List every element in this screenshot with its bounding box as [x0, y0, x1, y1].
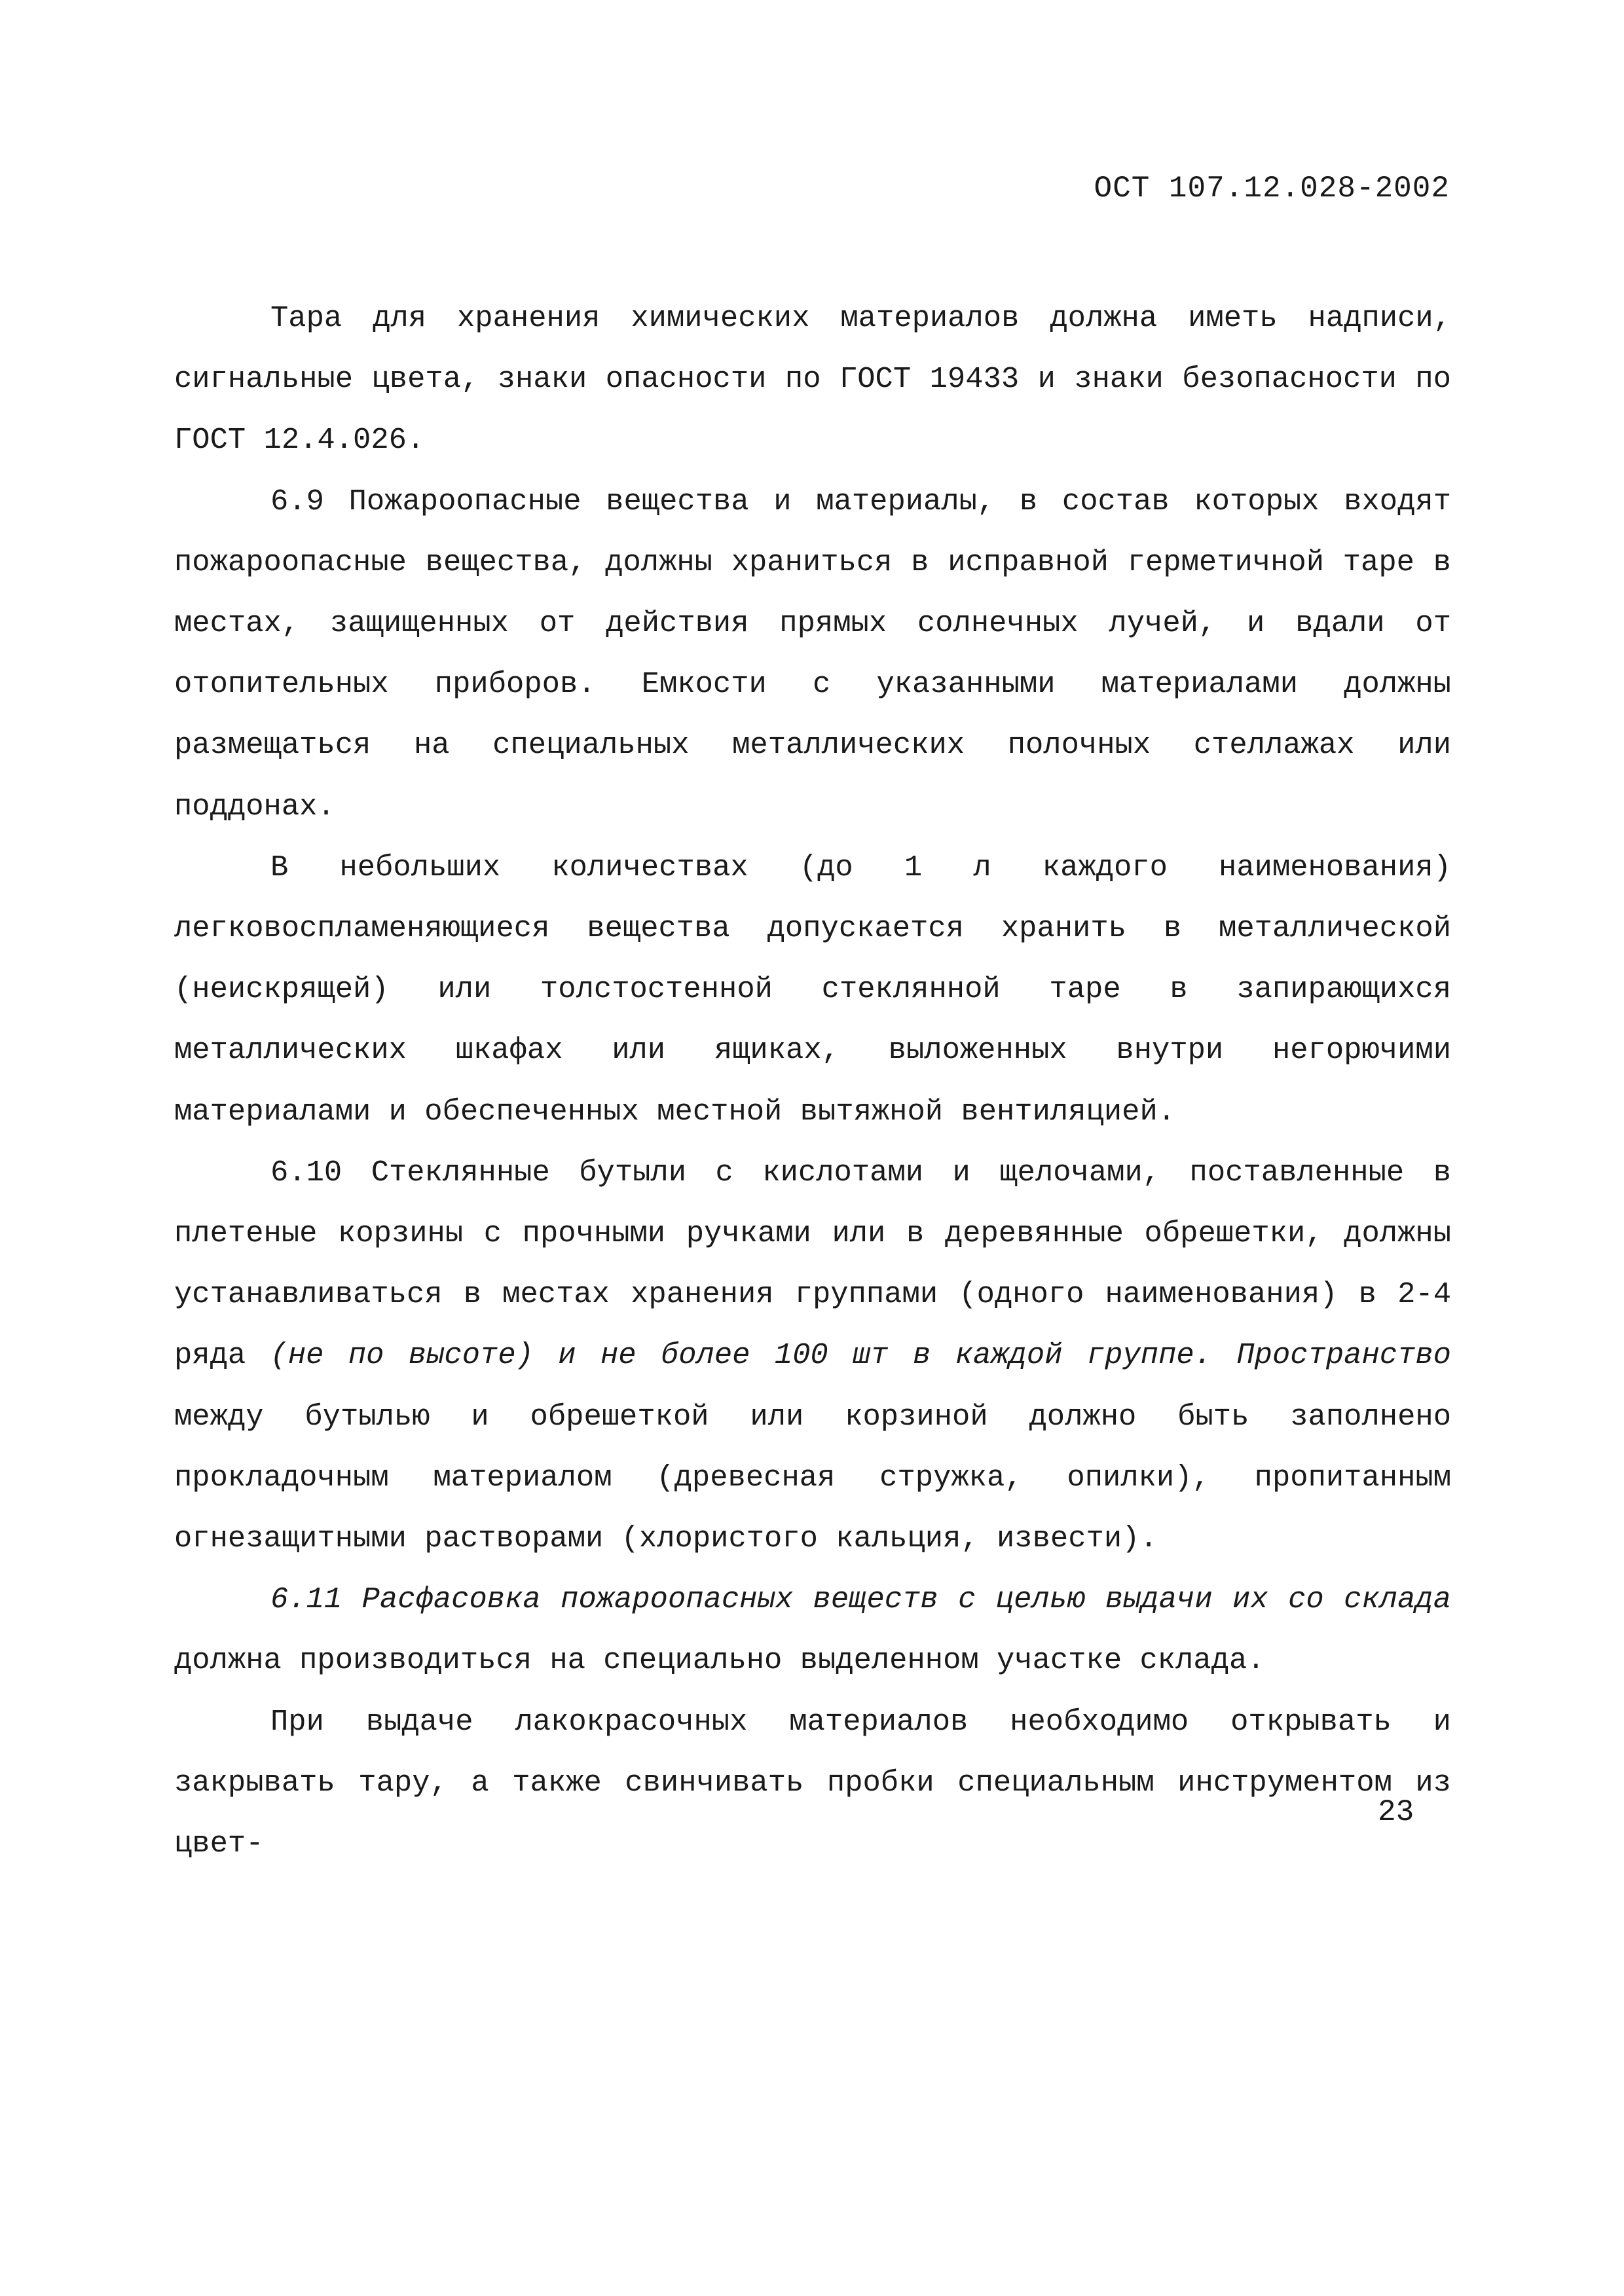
paragraph-6-11-part-b: должна производиться на специально выделенном участке склада.	[174, 1643, 1265, 1678]
document-code: ОСТ 107.12.028-2002	[1094, 172, 1450, 206]
paragraph-6-10-part-c: между бутылью и обрешеткой или корзиной должно быть заполнено прокладочным материалом (древесная стружка, опилки), пропитанным огнезащитными растворами (хлористого кальция, извести).	[174, 1399, 1451, 1556]
paragraph-6-10-part-a: 6.10 Стеклянные бутыли с кислотами и щелочами, поставленные в плетеные корзины с прочными ручками или в деревянные обрешетки, должны устанавливаться в местах хранения группами (одного наименования) в 2-4 ряда	[174, 1155, 1451, 1373]
paragraph-6-10-part-b: (не по высоте) и не более 100 шт в каждой группе. Пространство	[270, 1338, 1451, 1373]
paragraph-paint-dispensing: При выдаче лакокрасочных материалов необходимо открывать и закрывать тару, а также свинчивать пробки специальным инструментом из цвет-	[174, 1704, 1451, 1861]
paragraph-6-10	[174, 1142, 1451, 1569]
page-number: 23	[1378, 1795, 1414, 1829]
body-text	[174, 288, 1451, 1874]
paragraph-small-quantities: В небольших количествах (до 1 л каждого наименования) легковоспламеняющиеся вещества допускается хранить в металлической (неискрящей) или толстостенной стеклянной таре в запирающихся металлических шкафах или ящиках, выложенных внутри негорючими материалами и обеспеченных местной вытяжной вентиляцией.	[174, 850, 1451, 1129]
paragraph-6-11	[174, 1569, 1451, 1691]
paragraph-6-11-part-a: 6.11 Расфасовка пожароопасных веществ с целью выдачи их со склада	[270, 1582, 1451, 1617]
paragraph-container-labeling: Тара для хранения химических материалов должна иметь надписи, сигнальные цвета, знаки опасности по ГОСТ 19433 и знаки безопасности по ГОСТ 12.4.026.	[174, 301, 1451, 458]
paragraph-6-9: 6.9 Пожароопасные вещества и материалы, в состав которых входят пожароопасные вещества, должны храниться в исправной герметичной таре в местах, защищенных от действия прямых солнечных лучей, и вдали от отопительных приборов. Емкости с указанными материалами должны размещаться на специальных металлических полочных стеллажах или поддонах.	[174, 484, 1451, 824]
